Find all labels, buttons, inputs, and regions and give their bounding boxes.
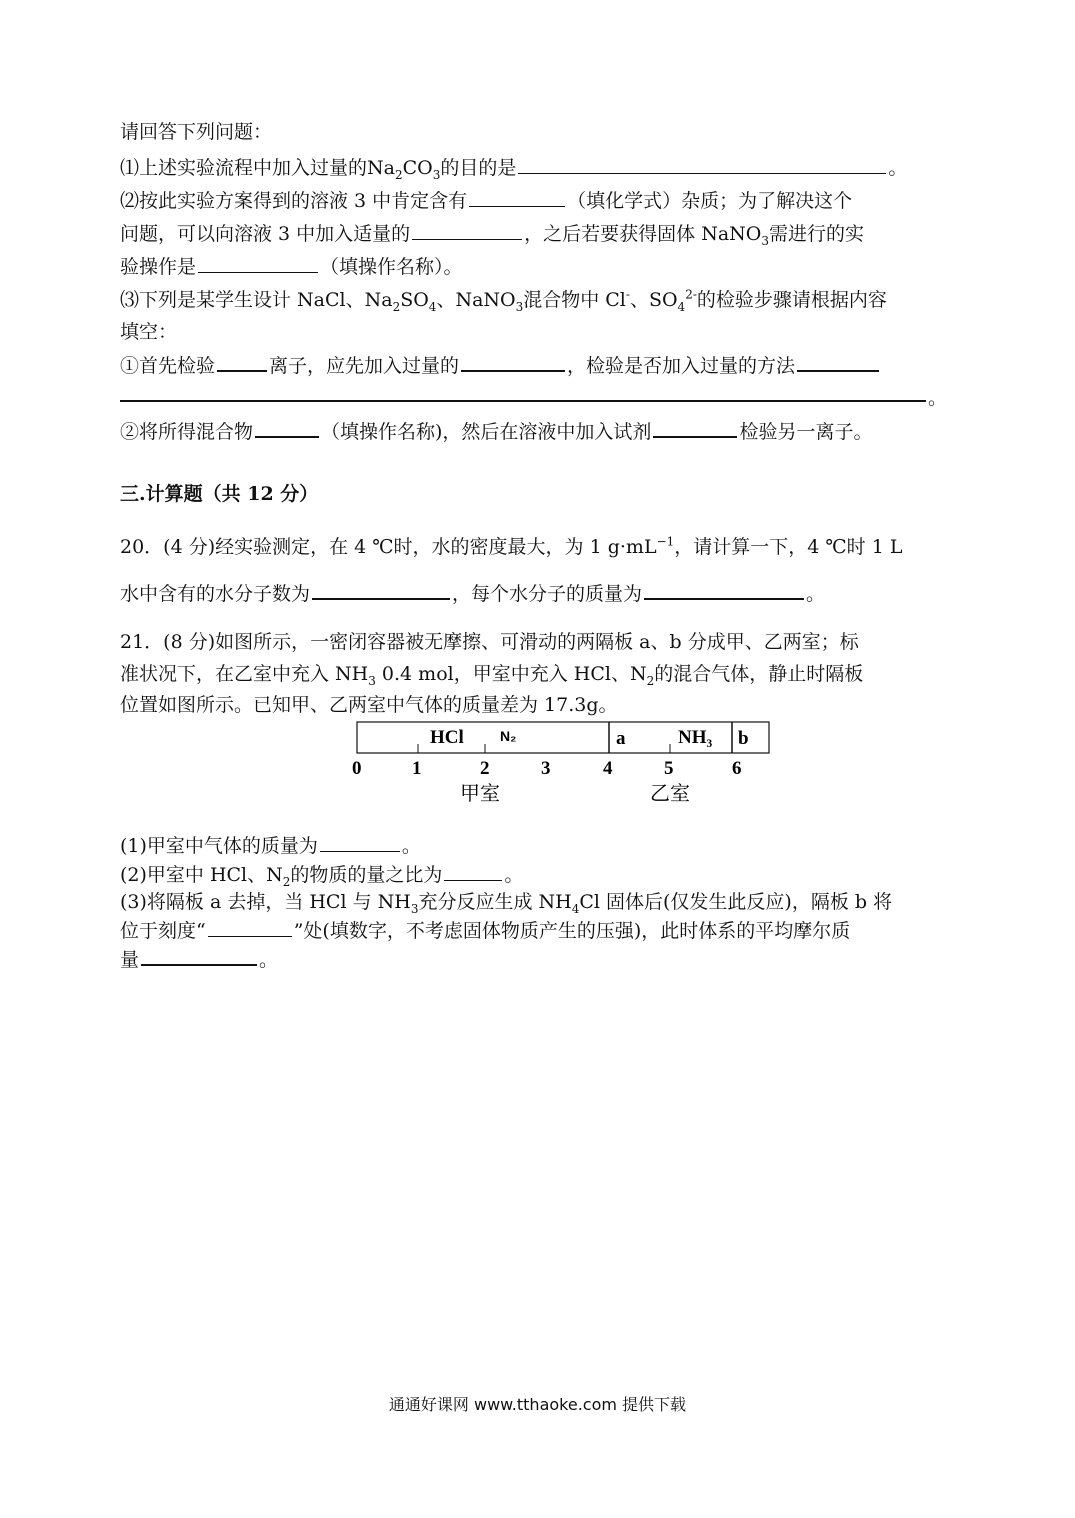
answer-blank[interactable] xyxy=(255,418,319,438)
answer-blank[interactable] xyxy=(412,221,522,240)
answer-blank[interactable] xyxy=(797,352,879,372)
tick-label-4: 4 xyxy=(603,758,613,779)
label-b: b xyxy=(738,728,749,749)
step-1-end: 。 xyxy=(928,387,948,409)
intro: 请回答下列问题： xyxy=(120,121,273,143)
question-2-line-2: 问题，可以向溶液 3 中加入适量的 ，之后若要获得固体 NaNO$_3$需进行的实 xyxy=(120,223,865,248)
section-3-heading: 三.计算题（共 12 分） xyxy=(120,483,319,505)
tick-label-0: 0 xyxy=(352,758,362,779)
answer-rule[interactable] xyxy=(120,400,926,402)
question-3-step-1: ①首先检验 离子，应先加入过量的 ，检验是否加入过量的方法 xyxy=(120,352,881,378)
question-3-step-2: ②将所得混合物 （填操作名称)，然后在溶液中加入试剂 检验另一离子。 xyxy=(120,418,872,444)
answer-blank[interactable] xyxy=(461,352,565,372)
question-21-part-2: (2)甲室中 HCl、$N_2$的物质的量之比为 。 xyxy=(120,864,524,889)
question-3-line-2: 填空： xyxy=(120,321,178,343)
footer-text: 通通好课网 www.tthaoke.com 提供下载 xyxy=(388,1395,687,1414)
answer-blank[interactable] xyxy=(653,418,737,438)
room-label-yi: 乙室 xyxy=(650,781,690,805)
tick-label-1: 1 xyxy=(412,758,422,779)
tick-label-2: 2 xyxy=(480,758,490,779)
answer-blank[interactable] xyxy=(518,155,886,174)
answer-blank[interactable] xyxy=(469,188,565,207)
question-1: ⑴上述实验流程中加入过量的$Na_2CO_3$的目的是 。 xyxy=(120,157,908,182)
question-21-line-3: 位置如图所示。已知甲、乙两室中气体的质量差为 17.3g。 xyxy=(120,694,618,716)
answer-blank[interactable] xyxy=(217,352,267,372)
question-21-part-3-line-1: (3)将隔板 a 去掉，当 HCl 与 $NH_3$充分反应生成 $NH_4Cl$ 固体后(仅发生此反应)，隔板 b 将 xyxy=(120,891,893,916)
answer-blank[interactable] xyxy=(644,580,804,600)
answer-blank[interactable] xyxy=(208,918,292,937)
question-2-line-3: 验操作是 （填操作名称）。 xyxy=(120,256,463,278)
question-20-line-2: 水中含有的水分子数为 ，每个水分子的质量为 。 xyxy=(120,580,825,606)
question-20-line-1: 20．(4 分)经实验测定，在 4 ℃时，水的密度最大，为 1 $g\cdot mL^{-1}$，请计算一下，4 ℃时 1 L xyxy=(120,534,903,558)
tick-label-5: 5 xyxy=(664,758,674,779)
question-21-part-1: (1)甲室中气体的质量为 。 xyxy=(120,835,421,857)
label-hcl: HCl xyxy=(430,727,464,748)
question-21-line-1: 21．(8 分)如图所示，一密闭容器被无摩擦、可滑动的两隔板 a、b 分成甲、乙两室；标 xyxy=(120,631,859,653)
answer-blank[interactable] xyxy=(198,254,318,273)
label-a: a xyxy=(616,728,626,749)
label-n2: N₂ xyxy=(500,728,517,744)
room-label-jia: 甲室 xyxy=(460,781,500,805)
answer-blank[interactable] xyxy=(444,862,502,881)
tick-label-6: 6 xyxy=(732,758,742,779)
question-21-line-2: 准状况下，在乙室中充入 $NH_3$ 0.4 mol，甲室中充入 HCl、$N_2$的混合气体，静止时隔板 xyxy=(120,663,864,688)
answer-blank[interactable] xyxy=(141,946,257,966)
label-nh3: NH₃ xyxy=(678,727,713,748)
question-2-line-1: ⑵按此实验方案得到的溶液 3 中肯定含有 （填化学式）杂质；为了解决这个 xyxy=(120,190,853,212)
question-21-part-3-line-2: 位于刻度“ ”处(填数字，不考虑固体物质产生的压强)，此时体系的平均摩尔质 xyxy=(120,920,851,942)
answer-blank[interactable] xyxy=(312,580,450,600)
question-21-part-3-line-3: 量 。 xyxy=(120,946,278,972)
tick-label-3: 3 xyxy=(541,758,551,779)
container-diagram xyxy=(340,718,780,808)
answer-blank[interactable] xyxy=(320,833,400,852)
question-3-line-1: ⑶下列是某学生设计 NaCl、$Na_2SO_4$、NaNO$_3$混合物中 Cl-、$SO_4^{2-}$的检验步骤请根据内容 xyxy=(120,287,887,314)
